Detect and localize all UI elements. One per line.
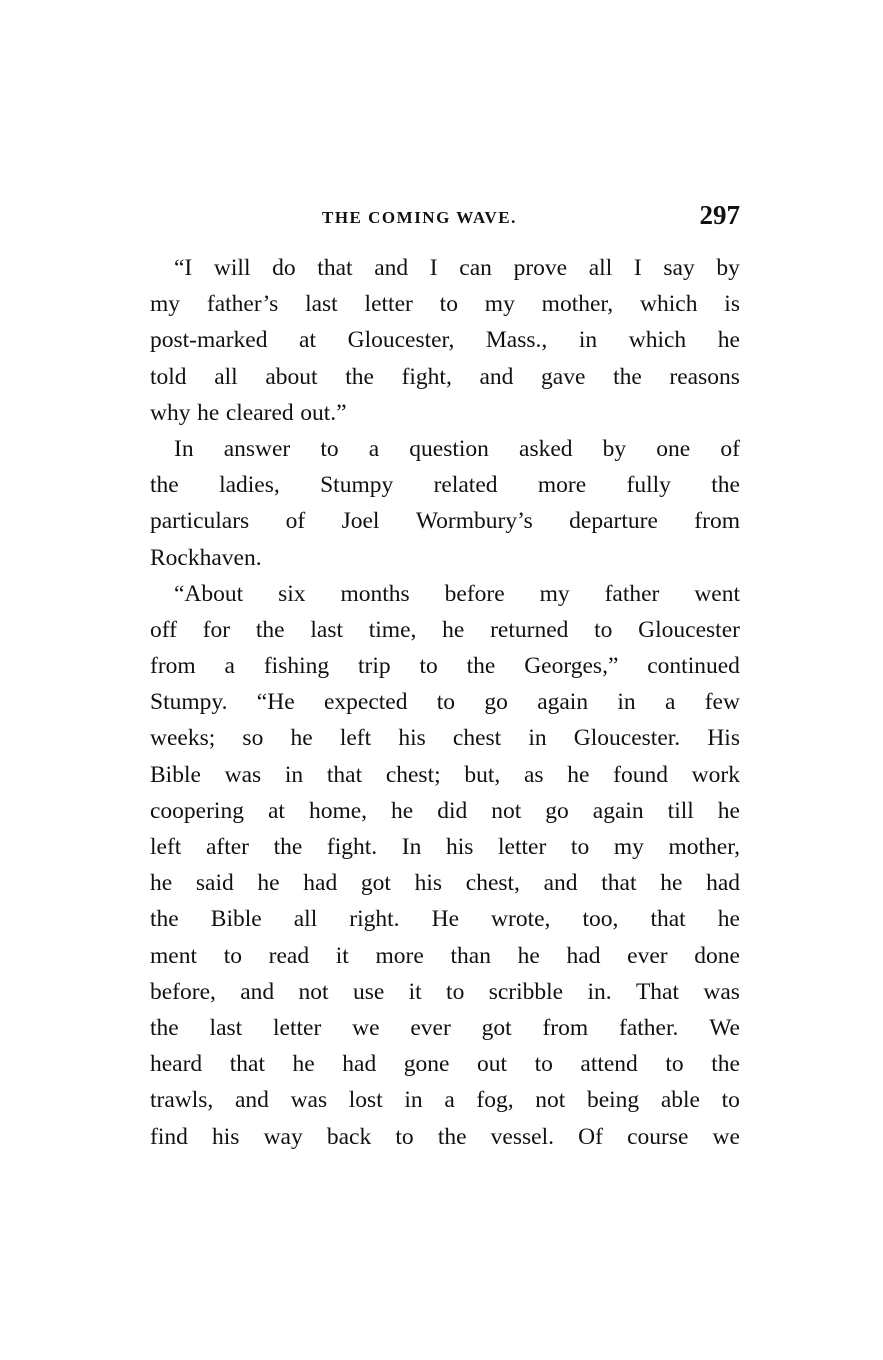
word: for xyxy=(202,616,231,643)
word: ment xyxy=(150,942,197,969)
word: a xyxy=(664,689,676,716)
word: he xyxy=(660,870,683,897)
word: was xyxy=(703,978,740,1005)
word: and xyxy=(234,1087,269,1114)
word: read xyxy=(268,942,310,969)
word: off xyxy=(150,616,177,643)
word: six xyxy=(278,580,306,607)
word: right. xyxy=(349,906,400,933)
word: his xyxy=(212,1123,240,1150)
word: of xyxy=(720,435,740,462)
word: he xyxy=(567,761,590,788)
word: all xyxy=(293,906,318,933)
word: that xyxy=(601,870,637,897)
word: so xyxy=(242,725,264,752)
text-line xyxy=(150,829,740,865)
word: had xyxy=(342,1051,377,1078)
word: chest, xyxy=(465,870,520,897)
word: time, xyxy=(368,616,417,643)
word: Gloucester. xyxy=(573,725,681,752)
word: He xyxy=(431,906,459,933)
running-title: THE COMING WAVE. xyxy=(322,208,517,227)
word: again xyxy=(537,689,589,716)
word: attend xyxy=(580,1051,638,1078)
word: he xyxy=(197,399,220,426)
word: Georges,” xyxy=(524,653,619,680)
word: was xyxy=(290,1087,328,1114)
word: cleared xyxy=(225,399,294,426)
word: home, xyxy=(308,797,368,824)
word: letter xyxy=(498,834,547,860)
word: his xyxy=(414,870,443,897)
word: found xyxy=(613,761,668,788)
word: trip xyxy=(357,653,391,680)
word: after xyxy=(205,834,249,860)
word: said xyxy=(195,870,234,897)
word: had xyxy=(566,942,601,969)
word: weeks; xyxy=(150,725,216,752)
word: to xyxy=(721,1087,740,1114)
word: scribble xyxy=(488,978,564,1005)
text-line xyxy=(150,612,740,648)
word: vessel. xyxy=(490,1123,554,1150)
text-line xyxy=(150,286,740,322)
word: left xyxy=(339,725,372,752)
word: in xyxy=(528,725,547,752)
text-line xyxy=(150,395,740,431)
word: the xyxy=(466,653,496,680)
word: the xyxy=(150,906,179,933)
word: the xyxy=(255,616,285,643)
text-line xyxy=(150,322,740,358)
word: the xyxy=(150,472,179,499)
running-head xyxy=(150,200,740,240)
word: Rockhaven. xyxy=(150,544,262,571)
word: my xyxy=(484,291,515,318)
word: not xyxy=(491,797,522,824)
word: had xyxy=(706,870,740,897)
word: way xyxy=(263,1123,303,1150)
word: more xyxy=(375,942,424,969)
word: returned xyxy=(490,616,569,643)
word: to xyxy=(570,834,590,860)
word: letter xyxy=(364,291,413,318)
word: in xyxy=(404,1087,423,1114)
word: about xyxy=(265,363,318,390)
word: he xyxy=(442,616,465,643)
word: mother, xyxy=(541,291,614,318)
word: in xyxy=(578,327,598,354)
word: by xyxy=(716,255,740,281)
word: again xyxy=(592,797,644,824)
word: the xyxy=(437,1123,467,1150)
word: reasons xyxy=(669,363,740,390)
word: back xyxy=(326,1123,372,1150)
word: Wormbury’s xyxy=(415,508,533,535)
text-line xyxy=(150,938,740,974)
word: and xyxy=(479,363,514,390)
word: to xyxy=(320,435,339,462)
word: His xyxy=(707,725,740,752)
word: a xyxy=(224,653,235,680)
text-line xyxy=(150,1082,740,1118)
text-line xyxy=(150,503,740,539)
word: got xyxy=(360,870,391,897)
word: able xyxy=(660,1087,700,1114)
word: fully xyxy=(626,472,671,499)
word: in. xyxy=(587,978,612,1005)
word: work xyxy=(691,761,740,788)
text-line xyxy=(150,720,740,756)
word: than xyxy=(450,942,491,969)
word: which xyxy=(640,291,698,318)
word: and xyxy=(374,255,409,281)
word: which xyxy=(628,327,687,354)
text-line xyxy=(150,576,740,612)
word: few xyxy=(704,689,740,716)
word: that xyxy=(317,255,353,281)
word: Joel xyxy=(341,508,380,535)
word: chest; xyxy=(385,761,441,788)
word: he xyxy=(150,870,173,897)
text-line xyxy=(150,1010,740,1046)
word: is xyxy=(724,291,740,318)
word: to xyxy=(594,616,613,643)
word: that xyxy=(229,1051,265,1078)
word: he xyxy=(292,1051,315,1078)
word: he xyxy=(717,327,740,354)
word: In xyxy=(174,435,194,462)
word: it xyxy=(335,942,349,969)
word: the xyxy=(613,363,642,390)
word: gone xyxy=(403,1051,450,1078)
word: answer xyxy=(223,435,291,462)
word: last xyxy=(209,1014,243,1041)
word: ever xyxy=(410,1014,451,1041)
page-number: 297 xyxy=(699,200,740,230)
word: find xyxy=(150,1123,188,1150)
word: expected xyxy=(323,689,408,716)
word: wrote, xyxy=(491,906,551,933)
text-line xyxy=(150,865,740,901)
word: “I xyxy=(174,255,193,281)
word: post-marked xyxy=(150,327,268,354)
word: all xyxy=(588,255,613,281)
word: fight. xyxy=(326,834,378,860)
text-line xyxy=(150,974,740,1010)
word: continued xyxy=(647,653,740,680)
word: asked xyxy=(519,435,573,462)
word: Gloucester, xyxy=(347,327,455,354)
text-line xyxy=(150,467,740,503)
word: prove xyxy=(513,255,568,281)
text-line xyxy=(150,793,740,829)
word: Bible xyxy=(150,761,201,788)
word: till xyxy=(667,797,694,824)
word: departure xyxy=(569,508,658,535)
word: from xyxy=(694,508,740,535)
word: we xyxy=(712,1123,740,1150)
word: to xyxy=(534,1051,553,1078)
word: he xyxy=(391,797,414,824)
text-line xyxy=(150,757,740,793)
word: out.” xyxy=(300,399,347,426)
word: a xyxy=(444,1087,455,1114)
word: mother, xyxy=(668,834,740,860)
word: in xyxy=(617,689,636,716)
word: was xyxy=(224,761,262,788)
word: in xyxy=(284,761,304,788)
word: he xyxy=(717,906,740,933)
word: not xyxy=(535,1087,566,1114)
word: from xyxy=(150,653,196,680)
word: the xyxy=(345,363,374,390)
word: all xyxy=(214,363,238,390)
word: the xyxy=(273,834,303,860)
word: as xyxy=(523,761,544,788)
word: I xyxy=(633,255,642,281)
word: last xyxy=(310,616,343,643)
word: ever xyxy=(627,942,668,969)
word: but, xyxy=(464,761,501,788)
word: gave xyxy=(541,363,586,390)
word: chest xyxy=(452,725,502,752)
word: one xyxy=(656,435,691,462)
word: can xyxy=(459,255,492,281)
word: he xyxy=(717,797,740,824)
word: Stumpy xyxy=(320,472,394,499)
word: to xyxy=(439,291,458,318)
word: we xyxy=(352,1014,380,1041)
word: Gloucester xyxy=(638,616,740,643)
text-line xyxy=(150,1046,740,1082)
word: went xyxy=(694,580,740,607)
word: and xyxy=(543,870,578,897)
word: told xyxy=(150,363,187,390)
word: Mass., xyxy=(485,327,548,354)
word: got xyxy=(481,1014,512,1041)
word: father’s xyxy=(206,291,279,318)
word: course xyxy=(627,1123,689,1150)
word: particulars xyxy=(150,508,250,535)
word: had xyxy=(303,870,338,897)
word: that xyxy=(326,761,363,788)
word: of xyxy=(285,508,306,535)
word: father xyxy=(604,580,660,607)
word: to xyxy=(419,653,438,680)
word: That xyxy=(635,978,680,1005)
text-line xyxy=(150,540,740,576)
text-line xyxy=(150,684,740,720)
word: to xyxy=(436,689,456,716)
word: months xyxy=(340,580,410,607)
text-line xyxy=(150,359,740,395)
word: being xyxy=(586,1087,640,1114)
text-line xyxy=(150,431,740,467)
word: will xyxy=(213,255,251,281)
word: the xyxy=(711,472,740,499)
text-line xyxy=(150,250,740,286)
word: fog, xyxy=(476,1087,514,1114)
word: go xyxy=(484,689,508,716)
word: I xyxy=(429,255,438,281)
word: more xyxy=(537,472,587,499)
word: he xyxy=(290,725,313,752)
word: go xyxy=(545,797,569,824)
word: too, xyxy=(582,906,619,933)
word: to xyxy=(395,1123,414,1150)
word: the xyxy=(150,1014,179,1041)
word: my xyxy=(613,834,644,860)
word: he xyxy=(257,870,280,897)
word: to xyxy=(223,942,242,969)
text-line xyxy=(150,648,740,684)
word: a xyxy=(368,435,380,462)
word: why xyxy=(150,399,191,426)
word: We xyxy=(709,1014,740,1041)
word: out xyxy=(476,1051,508,1078)
word: his xyxy=(445,834,474,860)
word: to xyxy=(665,1051,684,1078)
word: his xyxy=(398,725,426,752)
word: before, xyxy=(150,978,216,1005)
word: not xyxy=(298,978,329,1005)
word: father. xyxy=(619,1014,679,1041)
word: that xyxy=(650,906,686,933)
word: letter xyxy=(273,1014,322,1041)
word: by xyxy=(602,435,627,462)
word: to xyxy=(446,978,465,1005)
word: fishing xyxy=(263,653,330,680)
word: trawls, xyxy=(150,1087,214,1114)
word: related xyxy=(433,472,498,499)
word: fight, xyxy=(401,363,452,390)
word: do xyxy=(272,255,296,281)
word: ladies, xyxy=(219,472,280,499)
word: question xyxy=(409,435,489,462)
word: left xyxy=(150,834,182,860)
word: and xyxy=(240,978,275,1005)
word: he xyxy=(517,942,540,969)
body-text xyxy=(150,250,740,1155)
word: from xyxy=(542,1014,589,1041)
word: it xyxy=(408,978,422,1005)
word: Bible xyxy=(210,906,262,933)
text-line xyxy=(150,1119,740,1155)
word: In xyxy=(401,834,422,860)
word: Of xyxy=(578,1123,603,1150)
word: at xyxy=(267,797,285,824)
word: my xyxy=(539,580,570,607)
word: the xyxy=(711,1051,740,1078)
word: at xyxy=(299,327,317,354)
word: before xyxy=(444,580,505,607)
word: “He xyxy=(256,689,295,716)
word: Stumpy. xyxy=(150,689,228,716)
word: use xyxy=(352,978,385,1005)
word: “About xyxy=(174,580,244,607)
word: last xyxy=(305,291,338,318)
word: my xyxy=(150,291,181,318)
word: coopering xyxy=(150,797,244,824)
word: done xyxy=(694,942,740,969)
word: did xyxy=(437,797,468,824)
word: heard xyxy=(150,1051,203,1078)
word: say xyxy=(663,255,695,281)
text-line xyxy=(150,901,740,937)
word: lost xyxy=(348,1087,383,1114)
